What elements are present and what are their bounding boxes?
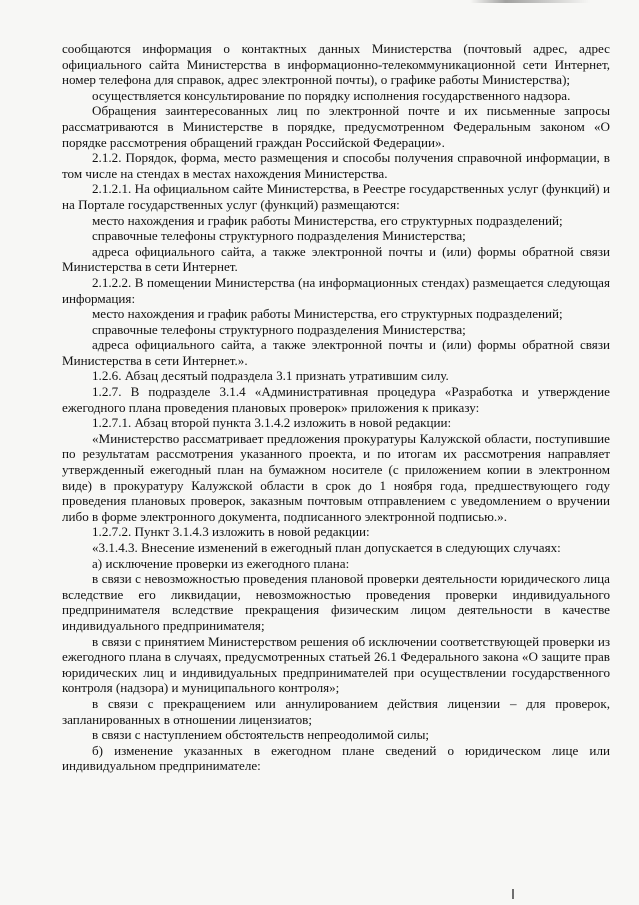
paragraph-section-1-2-6: 1.2.6. Абзац десятый подраздела 3.1 признать утратившим силу. <box>92 368 449 384</box>
paragraph-section-1-2-7-2: 1.2.7.2. Пункт 3.1.4.3 изложить в новой редакции: <box>92 524 370 540</box>
paragraph: справочные телефоны структурного подразделения Министерства; <box>92 321 466 337</box>
paragraph-section-3-1-4-3: «3.1.4.3. Внесение изменений в ежегодный план допускается в следующих случаях: <box>92 540 561 555</box>
paragraph: в связи с прекращением или аннулированием действия лицензии – для проверок, запланированных в отношении лицензиатов; <box>62 695 610 727</box>
paragraph-section-1-2-7-1: 1.2.7.1. Абзац второй пункта 3.1.4.2 изложить в новой редакции: <box>92 415 452 431</box>
paragraph: место нахождения и график работы Министерства, его структурных подразделений; <box>92 212 563 228</box>
paragraph-section-2-1-2-2: 2.1.2.2. В помещении Министерства (на информационных стендах) размещается следующая информация: <box>62 274 610 306</box>
paragraph: справочные телефоны структурного подразделения Министерства; <box>92 228 466 244</box>
paragraph-section-1-2-7: 1.2.7. В подразделе 3.1.4 «Административная процедура «Разработка и утверждение ежегодного плана проведения плановых проверок» приложения к приказу: <box>62 384 610 415</box>
paragraph: место нахождения и график работы Министерства, его структурных подразделений; <box>92 306 563 322</box>
paragraph: Обращения заинтересованных лиц по электронной почте и их письменные запросы рассматриваются в Министерстве в порядке, предусмотренном Федеральным законом «О порядке рассмотрения обращений граждан Российской Федерации». <box>62 103 610 150</box>
paragraph: адреса официального сайта, а также электронной почты и (или) формы обратной связи Министерства в сети Интернет.». <box>62 337 610 368</box>
paragraph-quote: «Министерство рассматривает предложения прокуратуры Калужской области, поступившие по результатам рассмотрения указанного проекта, и по итогам их рассмотрения направляет утвержденный ежегодный план на бумажном носителе (с приложением копии в электронном виде) в прокуратуру Калужской области в срок до 1 ноября года, предшествующего году проведения плановых проверок, заказным почтовым отправлением с уведомлением о вручении либо в форме электронного документа, подписанного электронной подписью.». <box>62 430 610 524</box>
paragraph-section-2-1-2-1: 2.1.2.1. На официальном сайте Министерства, в Реестре государственных услуг (функций) и на Портале государственных услуг (функций) размещаются: <box>62 181 610 212</box>
paragraph-item-a: а) исключение проверки из ежегодного плана: <box>92 555 350 571</box>
paragraph-item-b: б) изменение указанных в ежегодном плане сведений о юридическом лице или индивидуальном предпринимателе: <box>62 742 610 774</box>
scan-artifact-top <box>470 0 590 3</box>
paragraph: в связи с принятием Министерством решения об исключении соответствующей проверки из ежегодного плана в случаях, предусмотренных статьей 26.1 Федерального закона «О защите прав юридических лиц и индивидуальных предпринимателей при осуществлении государственного контроля (надзора) и муниципального контроля»; <box>62 633 610 696</box>
paragraph: адреса официального сайта, а также электронной почты и (или) формы обратной связи Министерства в сети Интернет. <box>62 243 610 275</box>
paragraph: осуществляется консультирование по порядку исполнения государственного надзора. <box>92 87 571 103</box>
paragraph: в связи с невозможностью проведения плановой проверки деятельности юридического лица вследствие его ликвидации, невозможностью проведения проверки индивидуального предпринимателя вследствие прекращения физическим лицом деятельности в качестве индивидуального предпринимателя; <box>62 571 610 633</box>
paragraph: в связи с наступлением обстоятельств непреодолимой силы; <box>92 727 430 743</box>
paragraph-section-2-1-2: 2.1.2. Порядок, форма, место размещения и способы получения справочной информации, в том числе на стендах в местах нахождения Министерства. <box>62 150 610 181</box>
scan-artifact-bottom <box>512 889 514 899</box>
paragraph-continuation: сообщаются информация о контактных данных Министерства (почтовый адрес, адрес официального сайта Министерства в информационно-телекоммуникационной сети Интернет, номер телефона для справок, адрес электронной почты), о графике работы Министерства); <box>62 41 610 88</box>
document-body <box>62 41 610 774</box>
